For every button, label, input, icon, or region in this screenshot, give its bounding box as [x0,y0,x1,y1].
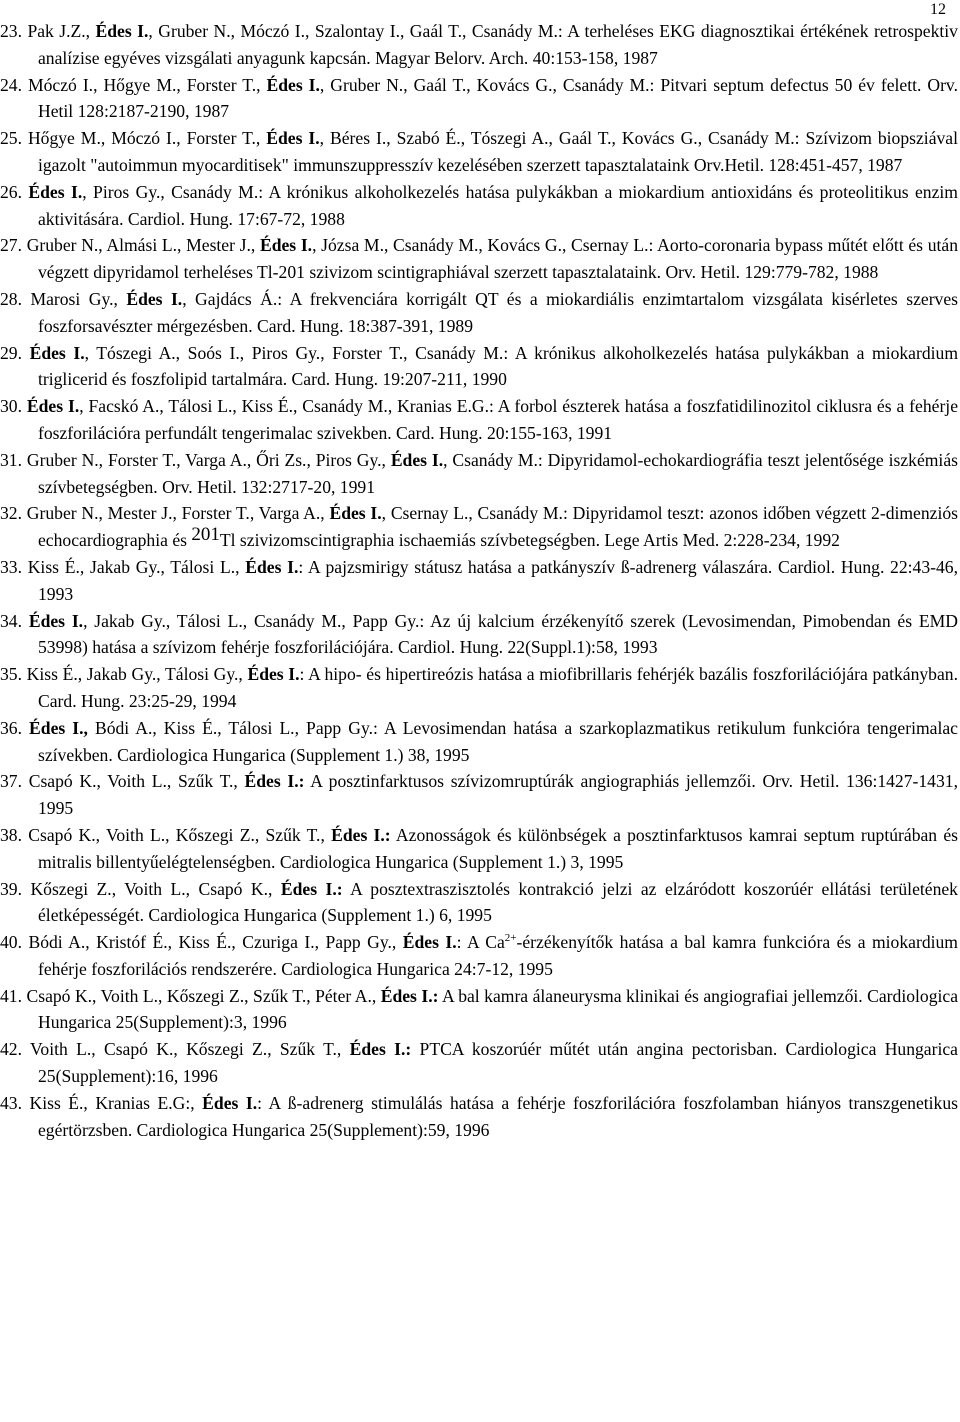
reference-text: Gruber N., Almási L., Mester J., [26,235,260,256]
reference-text: , Gruber N., Gaál T., Kovács G., Csanády M.: Pitvari septum defectus 50 év felett. Orv. Hetil 128:2187-2190, 1987 [38,74,958,122]
reference-text: Kiss É., Jakab Gy., Tálosi Gy., [26,664,248,685]
author-highlight: Édes I. [266,128,320,149]
reference-text: Bódi A., Kristóf É., Kiss É., Czuriga I., Papp Gy., [28,932,403,953]
reference-text: , Józsa M., Csanády M., Kovács G., Csernay L.: Aorto-coronaria bypass műtét előtt és után végzett dipyridamol terheléses Tl-201 szivizom scintigraphiával szerzett tapasztalataink. Orv. Hetil. 129:779-782, 1988 [38,235,958,283]
reference-text: Voith L., Csapó K., Kőszegi Z., Szűk T., [30,1039,350,1060]
reference-item [0,715,960,769]
superscript: 2+ [504,932,517,945]
author-highlight: Édes I. [29,342,85,363]
author-highlight: Édes I., [29,717,88,738]
reference-item [0,340,960,394]
reference-text: , Gajdács Á.: A frekvenciára korrigált QT és a miokardiális enzimtartalom vizsgálata kisérletes szerves foszforsavészter mérgezésben. Card. Hung. 18:387-391, 1989 [38,288,959,336]
reference-text: , Piros Gy., Csanády M.: A krónikus alkoholkezelés hatása pulykákban a miokardium antioxidáns és proteolitikus enzim aktivitására. Cardiol. Hung. 17:67-72, 1988 [38,181,958,229]
author-highlight: Édes I. [95,21,149,41]
author-highlight: Édes I. [266,74,320,95]
reference-item [0,393,960,447]
reference-number: 37. [0,771,22,792]
reference-item [0,179,960,233]
isotope-superscript: 201 [191,524,220,546]
reference-text: , Facskó A., Tálosi L., Kiss É., Csanády M., Kranias E.G.: A forbol észterek hatása a foszfatidilinozitol ciklusra és a fehérje foszforilációra perfundált tengerimalac szivekben. Card. Hung. 20:155-163, 1991 [38,396,958,443]
author-highlight: Édes I. [247,664,300,685]
reference-text: Kiss É., Kranias E.G:, [29,1092,203,1113]
reference-item [0,18,960,72]
author-highlight: Édes I. [28,181,83,202]
author-highlight: Édes I.: [380,985,439,1006]
reference-text: Kőszegi Z., Voith L., Csapó K., [30,878,281,899]
reference-item [0,768,960,822]
reference-number: 42. [0,1039,22,1060]
reference-text: Tl szivizomscintigraphia ischaemiás szívbetegségben. Lege Artis Med. 2:228-234, 1992 [219,530,840,551]
reference-number: 32. [0,503,22,524]
reference-item [0,125,960,179]
author-highlight: Édes I. [28,610,84,631]
reference-text: Csapó K., Voith L., Szűk T., [28,771,245,792]
reference-text: : A ß-adrenerg stimulálás hatása a fehérje foszforilációra foszfolamban hiányos transzgenetikus egértörzsben. Cardiologica Hungarica 25(Supplement):59, 1996 [38,1092,958,1140]
reference-item [0,822,960,876]
reference-item [0,447,960,501]
reference-text: : A pajzsmirigy státusz hatása a patkányszív ß-adrenerg válaszára. Cardiol. Hung. 22:43-46, 1993 [38,556,958,604]
author-highlight: Édes I.: [331,824,391,845]
author-highlight: Édes I.: [349,1039,412,1060]
reference-number: 35. [0,664,22,685]
reference-item [0,1090,960,1144]
author-highlight: Édes I. [402,932,457,953]
reference-text: Marosi Gy., [30,288,127,309]
reference-text: Azonosságok és különbségek a posztinfarktusos kamrai septum ruptúrában és mitralis billentyűelégtelenségben. Cardiologica Hungarica (Supplement 1.) 3, 1995 [38,824,959,872]
author-highlight: Édes I. [26,396,80,417]
reference-text: A posztextraszisztolés kontrakció jelzi az elzáródott koszorúér ellátási területének életképességét. Cardiologica Hungarica (Supplement 1.) 6, 1995 [38,878,958,926]
reference-item [0,232,960,286]
reference-text: , Béres I., Szabó É., Tószegi A., Gaál T., Kovács G., Csanády M.: Szívizom biopsziával igazolt "autoimmun myocarditisek" immunszuppresszív kezelésében szerzett tapasztalataink Orv.Hetil. 128:451-457, 1987 [38,128,959,175]
author-highlight: Édes I. [390,449,444,470]
reference-list [0,18,960,1143]
author-highlight: Édes I. [259,235,313,256]
reference-number: 33. [0,556,22,577]
reference-number: 38. [0,824,22,845]
author-highlight: Édes I. [202,1092,258,1113]
reference-number: 34. [0,610,22,631]
reference-number: 29. [0,342,22,363]
reference-text: , Jakab Gy., Tálosi L., Csanády M., Papp Gy.: Az új kalcium érzékenyítő szerek (Levosimendan, Pimobendan és EMD 53998) hatása a szívizom fehérje foszforilációjára. Cardiol. Hung. 22(Suppl.1):58, 1993 [38,610,958,658]
reference-number: 36. [0,717,22,738]
reference-number: 41. [0,985,22,1006]
reference-text: A posztinfarktusos szívizomruptúrák angiographiás jellemzői. Orv. Hetil. 136:1427-1431, 1995 [38,771,958,819]
reference-text: Kiss É., Jakab Gy., Tálosi L., [27,556,246,577]
reference-text: A bal kamra álaneurysma klinikai és angiografiai jellemzői. Cardiologica Hungarica 25(Supplement):3, 1996 [38,985,958,1033]
reference-text: Pak J.Z., [27,21,96,41]
reference-item [0,1036,960,1090]
reference-number: 27. [0,235,22,256]
reference-number: 31. [0,449,22,470]
reference-text: Hőgye M., Móczó I., Forster T., [27,128,267,149]
reference-number: 39. [0,878,22,899]
reference-number: 24. [0,74,22,95]
reference-item [0,72,960,126]
reference-item [0,608,960,662]
author-highlight: Édes I. [329,503,382,524]
reference-text: -érzékenyítők hatása a bal kamra funkcióra és a miokardium fehérje foszforilációs rendszerére. Cardiologica Hungarica 24:7-12, 1995 [38,932,958,979]
reference-text: Gruber N., Mester J., Forster T., Varga A., [26,503,330,524]
reference-text: , Csernay L., Csanády M.: Dipyridamol teszt: azonos időben végzett 2-dimenziós echocardiographia és [38,503,959,551]
reference-text: PTCA koszorúér műtét után angina pectorisban. Cardiologica Hungarica 25(Supplement):16, 1996 [38,1039,958,1087]
author-highlight: Édes I. [245,556,299,577]
reference-text: Gruber N., Forster T., Varga A., Őri Zs., Piros Gy., [26,449,391,470]
reference-item [0,661,960,715]
reference-number: 28. [0,288,22,309]
reference-number: 30. [0,396,22,417]
reference-text: Bódi A., Kiss É., Tálosi L., Papp Gy.: A Levosimendan hatása a szarkoplazmatikus retikulum funkcióra tengerimalac szívekben. Cardiologica Hungarica (Supplement 1.) 38, 1995 [38,717,958,765]
reference-item [0,554,960,608]
reference-item [0,286,960,340]
reference-text: , Csanády M.: Dipyridamol-echokardiográfia teszt jelentősége iszkémiás szívbetegségben. Orv. Hetil. 132:2717-20, 1991 [38,449,958,497]
reference-text: , Gruber N., Móczó I., Szalontay I., Gaál T., Csanády M.: A terheléses EKG diagnosztikai értékének retrospektiv analízise egyéves vizsgálati anyagunk kapcsán. Magyar Belorv. Arch. 40:153-158, 1987 [38,21,958,68]
reference-number: 23. [0,21,22,41]
reference-text: , Tószegi A., Soós I., Piros Gy., Forster T., Csanády M.: A krónikus alkoholkezelés hatása pulykákban a miokardium triglicerid és foszfolipid tartalmára. Card. Hung. 19:207-211, 1990 [38,342,959,390]
reference-text: : A Ca [456,932,505,953]
reference-number: 40. [0,932,22,953]
reference-item [0,929,960,983]
reference-item [0,500,960,554]
reference-number: 25. [0,128,22,149]
reference-text: Csapó K., Voith L., Kőszegi Z., Szűk T., Péter A., [26,985,381,1006]
reference-text: Csapó K., Voith L., Kőszegi Z., Szűk T., [28,824,332,845]
author-highlight: Édes I.: [244,771,305,792]
reference-number: 43. [0,1092,22,1113]
reference-text: Móczó I., Hőgye M., Forster T., [27,74,267,95]
reference-number: 26. [0,181,22,202]
author-highlight: Édes I. [126,288,183,309]
reference-item [0,876,960,930]
reference-item [0,983,960,1037]
page-number: 12 [930,1,946,18]
reference-text: : A hipo- és hipertireózis hatása a miofibrillaris fehérjék bazális foszforilációjára patkányban. Card. Hung. 23:25-29, 1994 [38,664,958,711]
author-highlight: Édes I.: [280,878,343,899]
